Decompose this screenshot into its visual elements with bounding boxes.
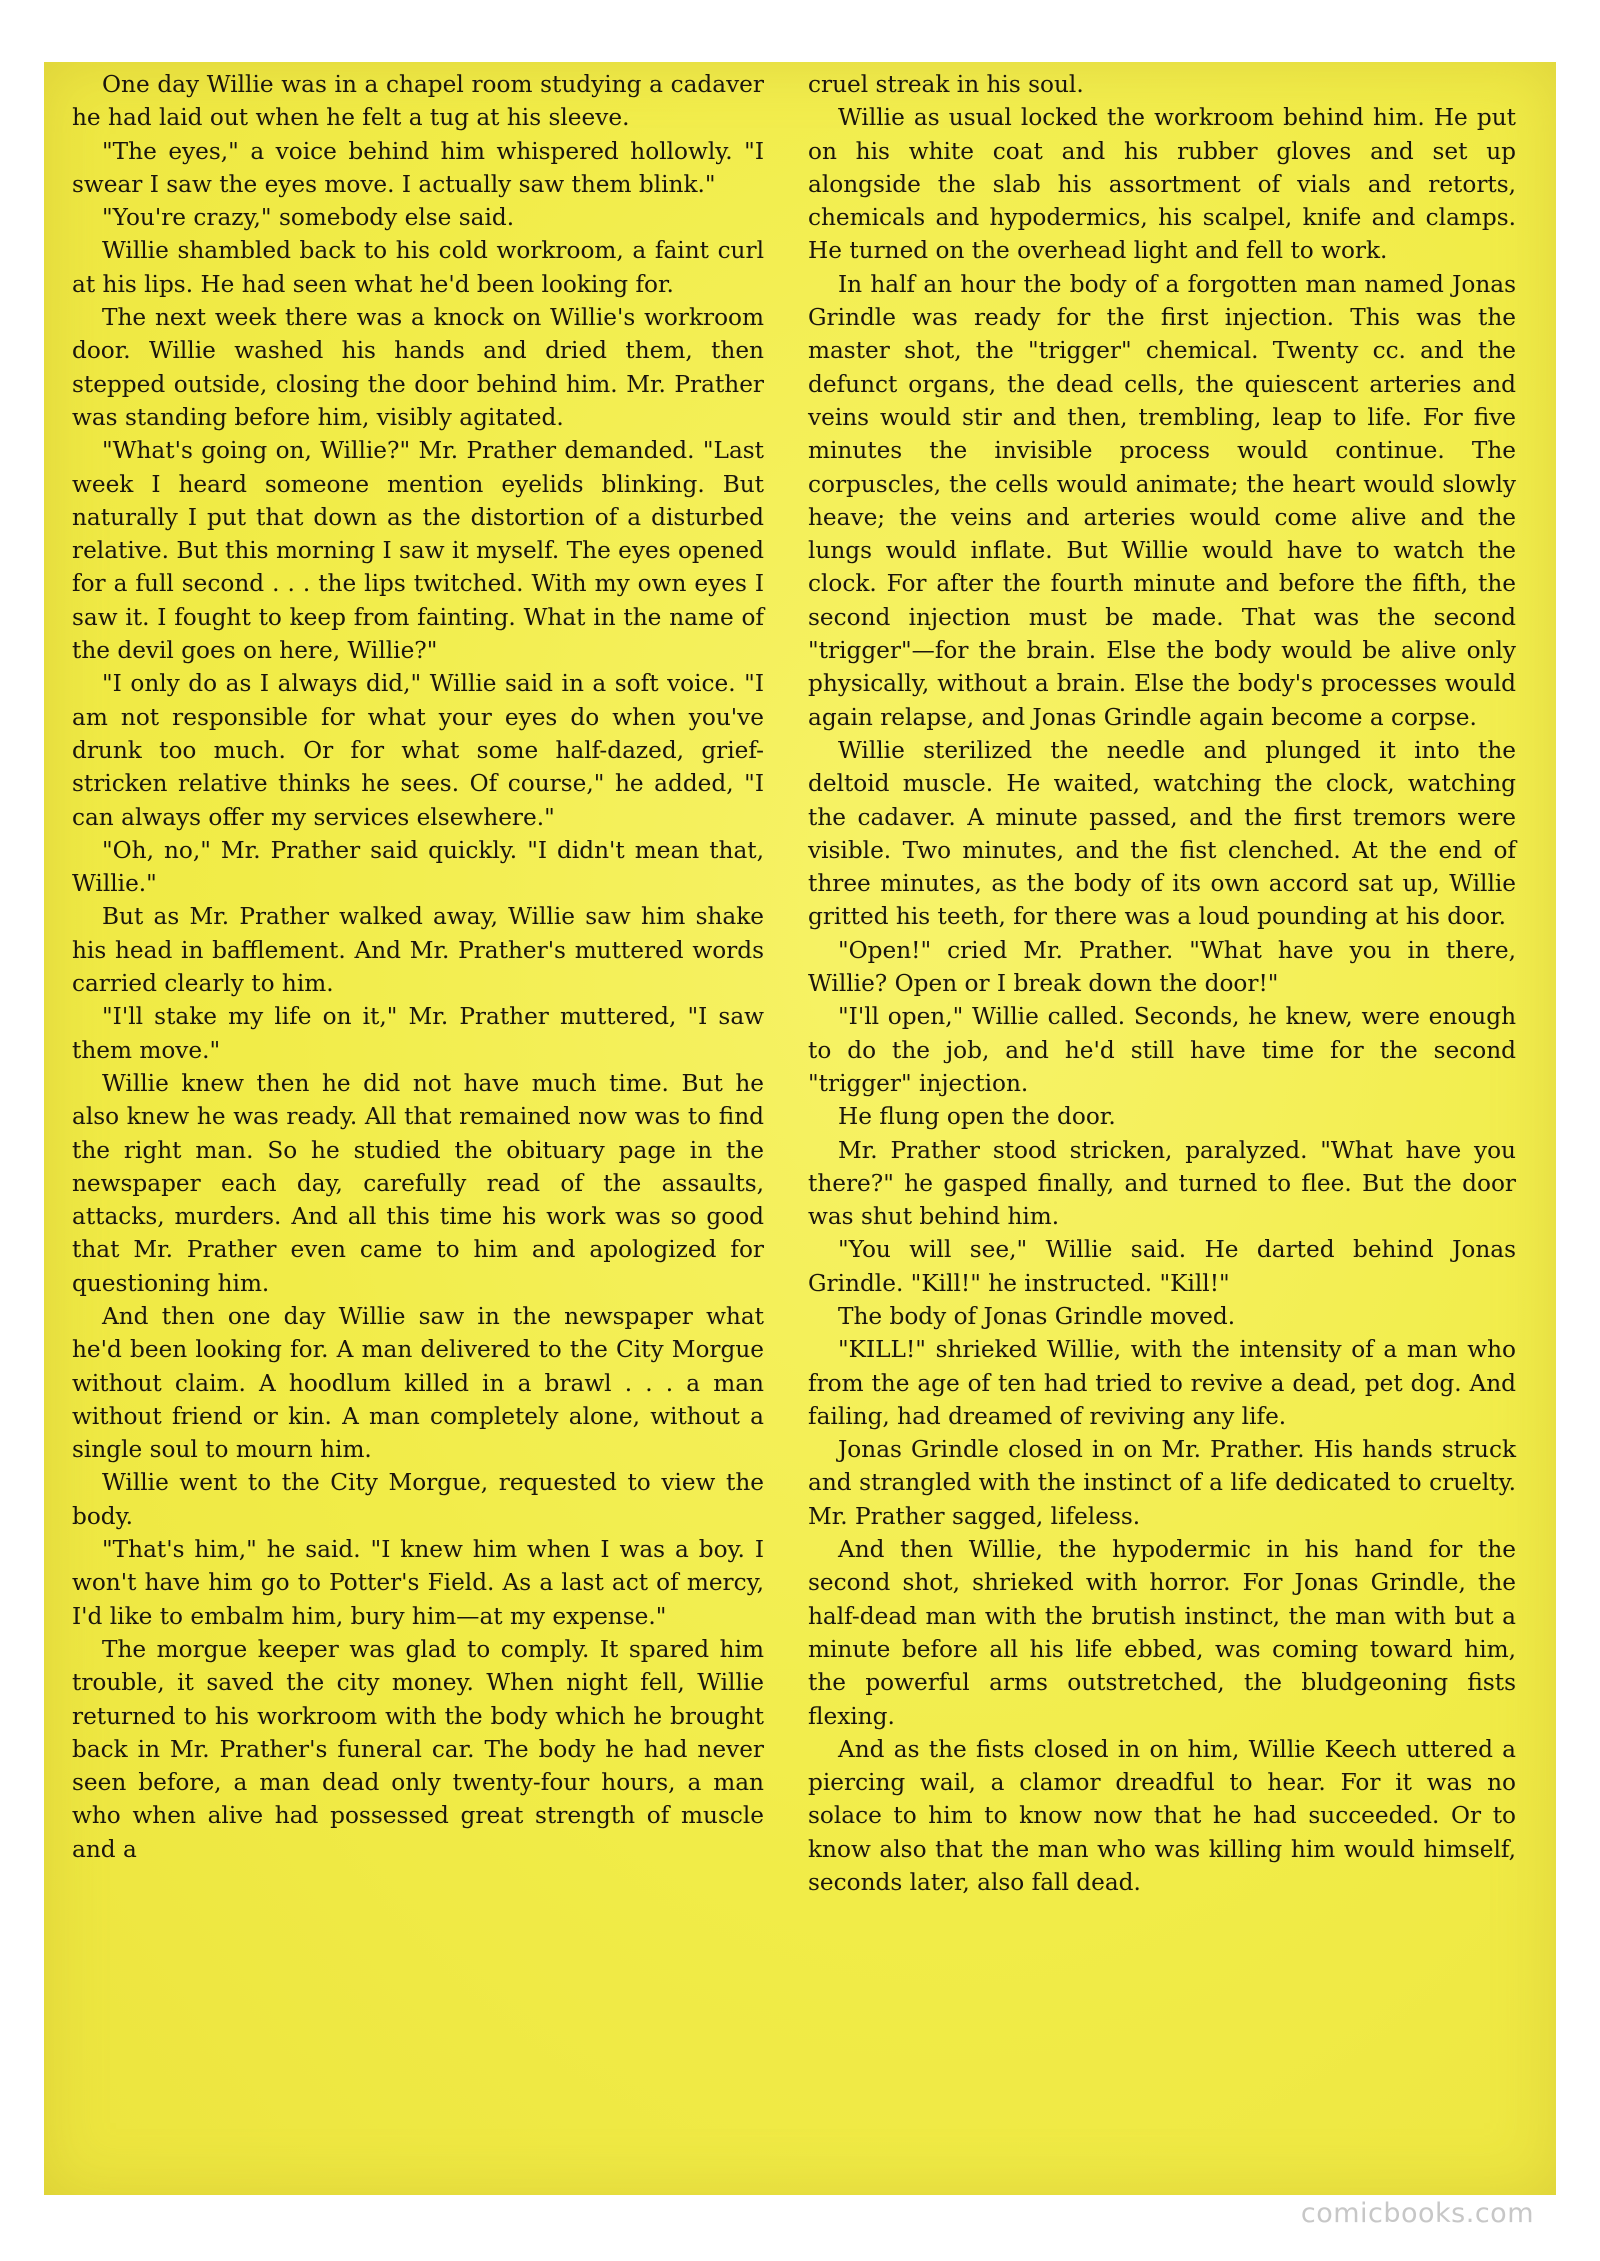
paragraph: cruel streak in his soul. bbox=[808, 71, 1084, 98]
paragraph: Willie as usual locked the workroom behind him. He put on his white coat and his rubber gloves and set up alongside the slab his assortment of vials and retorts, chemicals and hypodermics, his scalpel, knife and clamps. He turned on the overhead light and fell to work. bbox=[808, 104, 1516, 265]
paragraph: Willie sterilized the needle and plunged it into the deltoid muscle. He waited, watching the clock, watching the cadaver. A minute passed, and the first tremors were visible. Two minutes, and the fist clenched. At the end of three minutes, as the body of its own accord sat up, Willie gritted his teeth, for there was a loud pounding at his door. bbox=[808, 736, 1516, 931]
printed-page bbox=[44, 62, 1556, 2195]
right-text-column bbox=[808, 68, 1516, 1899]
paragraph: "I'll open," Willie called. Seconds, he knew, were enough to do the job, and he'd still have time for the second "trigger" injection. bbox=[808, 1003, 1516, 1097]
paragraph: Willie shambled back to his cold workroom, a faint curl at his lips. He had seen what he'd been looking for. bbox=[72, 237, 764, 298]
paragraph: Jonas Grindle closed in on Mr. Prather. His hands struck and strangled with the instinct of a life dedicated to cruelty. Mr. Prather sagged, lifeless. bbox=[808, 1436, 1516, 1530]
paragraph: "I only do as I always did," Willie said in a soft voice. "I am not responsible for what your eyes do when you've drunk too much. Or for what some half-dazed, grief-stricken relative thinks he sees. Of course," he added, "I can always offer my services elsewhere." bbox=[72, 670, 764, 831]
paragraph: Willie went to the City Morgue, requested to view the body. bbox=[72, 1469, 764, 1530]
paragraph: Willie knew then he did not have much time. But he also knew he was ready. All that remained now was to find the right man. So he studied the obituary page in the newspaper each day, carefully read of the assaults, attacks, murders. And all this time his work was so good that Mr. Prather even came to him and apologized for questioning him. bbox=[72, 1069, 764, 1297]
paragraph: And then one day Willie saw in the newspaper what he'd been looking for. A man delivered to the City Morgue without claim. A hoodlum killed in a brawl . . . a man without friend or kin. A man completely alone, without a single soul to mourn him. bbox=[72, 1302, 764, 1464]
paragraph: The body of Jonas Grindle moved. bbox=[838, 1302, 1236, 1330]
paragraph: And then Willie, the hypodermic in his hand for the second shot, shrieked with horror. For Jonas Grindle, the half-dead man with the brutish instinct, the man with but a minute before all his life ebbed, was coming toward him, the powerful arms outstretched, the bludgeoning fists flexing. bbox=[808, 1536, 1516, 1730]
paragraph: "KILL!" shrieked Willie, with the intensity of a man who from the age of ten had tried to revive a dead, pet dog. And failing, had dreamed of reviving any life. bbox=[808, 1336, 1516, 1430]
paragraph: He flung open the door. bbox=[838, 1103, 1116, 1131]
paragraph: "You will see," Willie said. He darted behind Jonas Grindle. "Kill!" he instructed. "Kill!" bbox=[808, 1236, 1516, 1297]
paragraph: "Open!" cried Mr. Prather. "What have you in there, Willie? Open or I break down the door!" bbox=[808, 936, 1516, 998]
paragraph: The next week there was a knock on Willie's workroom door. Willie washed his hands and dried them, then stepped outside, closing the door behind him. Mr. Prather was standing before him, visibly agitated. bbox=[72, 304, 764, 431]
paragraph: "The eyes," a voice behind him whispered hollowly. "I swear I saw the eyes move. I actually saw them blink." bbox=[72, 137, 764, 198]
paragraph: "That's him," he said. "I knew him when I was a boy. I won't have him go to Potter's Field. As a last act of mercy, I'd like to embalm him, bury him—at my expense." bbox=[72, 1536, 764, 1630]
left-text-column bbox=[72, 68, 764, 1866]
paragraph: "Oh, no," Mr. Prather said quickly. "I didn't mean that, Willie." bbox=[72, 836, 764, 898]
site-watermark: comicbooks.com bbox=[1300, 2198, 1534, 2229]
paragraph: "I'll stake my life on it," Mr. Prather muttered, "I saw them move." bbox=[72, 1003, 764, 1064]
paragraph: And as the fists closed in on him, Willie Keech uttered a piercing wail, a clamor dreadful to hear. For it was no solace to him to know now that he had succeeded. Or to know also that the man who was killing him would himself, seconds later, also fall dead. bbox=[808, 1735, 1516, 1897]
paragraph: Mr. Prather stood stricken, paralyzed. "What have you there?" he gasped finally, and turned to flee. But the door was shut behind him. bbox=[808, 1136, 1516, 1231]
paragraph: One day Willie was in a chapel room studying a cadaver he had laid out when he felt a tug at his sleeve. bbox=[72, 71, 764, 132]
paragraph: But as Mr. Prather walked away, Willie saw him shake his head in bafflement. And Mr. Prather's muttered words carried clearly to him. bbox=[72, 903, 764, 998]
paragraph: "What's going on, Willie?" Mr. Prather demanded. "Last week I heard someone mention eyelids blinking. But naturally I put that down as the distortion of a disturbed relative. But this morning I saw it myself. The eyes opened for a full second . . . the lips twitched. With my own eyes I saw it. I fought to keep from fainting. What in the name of the devil goes on here, Willie?" bbox=[72, 437, 765, 665]
paragraph: In half an hour the body of a forgotten man named Jonas Grindle was ready for the first injection. This was the master shot, the "trigger" chemical. Twenty cc. and the defunct organs, the dead cells, the quiescent arteries and veins would stir and then, trembling, leap to life. For five minutes the invisible process would continue. The corpuscles, the cells would animate; the heart would slowly heave; the veins and arteries would come alive and the lungs would inflate. But Willie would have to watch the clock. For after the fourth minute and before the fifth, the second injection must be made. That was the second "trigger"—for the brain. Else the body would be alive only physically, without a brain. Else the body's processes would again relapse, and Jonas Grindle again become a corpse. bbox=[808, 270, 1516, 731]
paragraph: The morgue keeper was glad to comply. It spared him trouble, it saved the city money. When night fell, Willie returned to his workroom with the body which he brought back in Mr. Prather's funeral car. The body he had never seen before, a man dead only twenty-four hours, a man who when alive had possessed great strength of muscle and a bbox=[72, 1635, 764, 1863]
paragraph: "You're crazy," somebody else said. bbox=[102, 204, 515, 232]
